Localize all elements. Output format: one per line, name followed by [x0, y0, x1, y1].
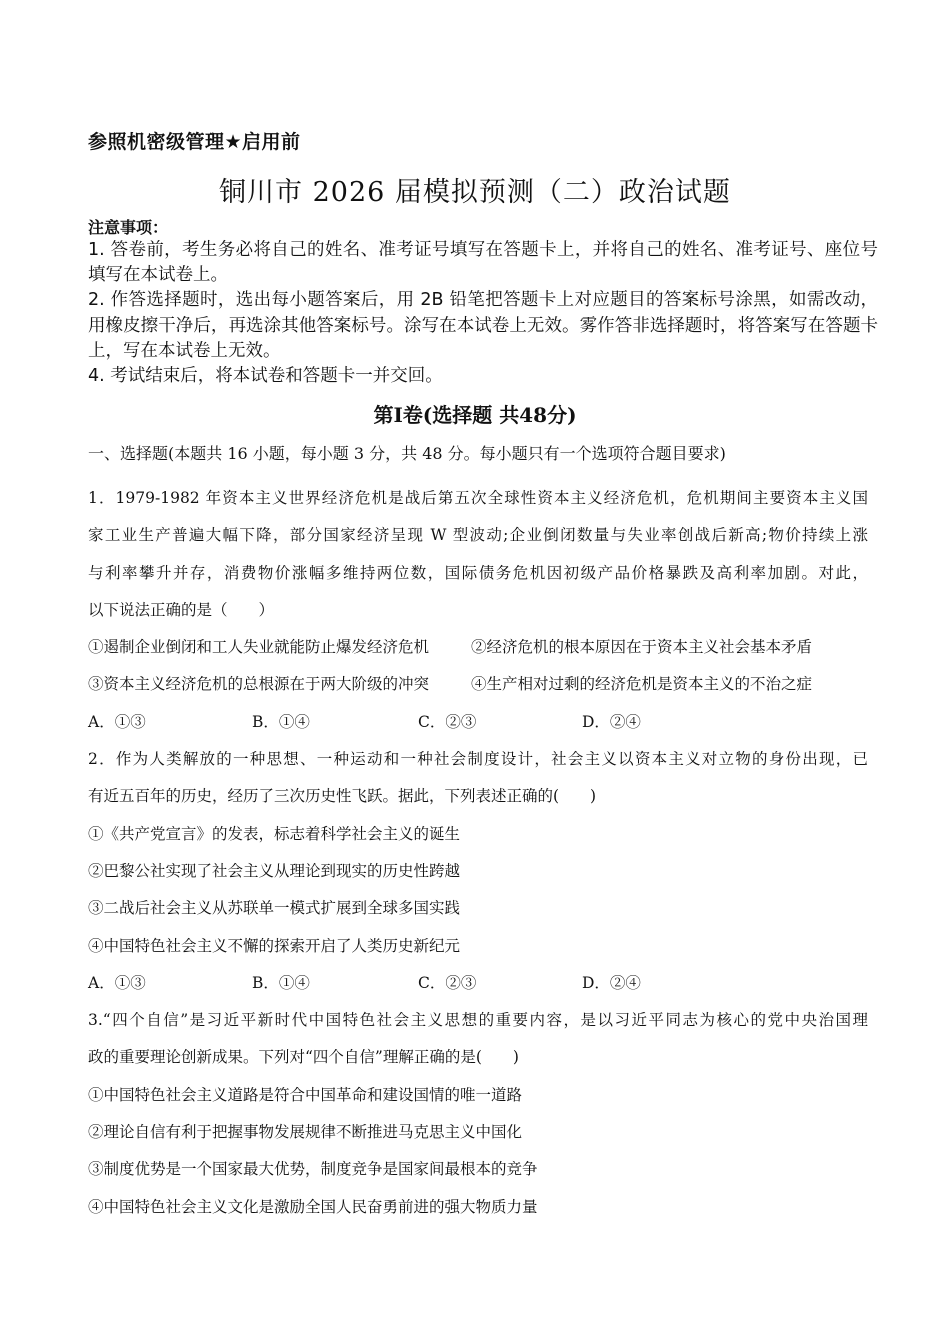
notice-item-4: 4. 考试结束后，将本试卷和答题卡一并交回。 [88, 366, 443, 387]
answer-options [88, 965, 868, 1002]
statement-1: ①中国特色社会主义道路是符合中国革命和建设国情的唯一道路 [88, 1085, 523, 1104]
statement-row [88, 666, 868, 703]
question-stem-line: 政的重要理论创新成果。下列对“四个自信”理解正确的是( ) [88, 1048, 519, 1067]
option-d[interactable]: D．②④ [582, 973, 641, 992]
question-stem-line: 2．作为人类解放的一种思想、一种运动和一种社会制度设计，社会主义以资本主义对立物的身份出现，已 [88, 750, 868, 769]
option-c[interactable]: C．②③ [418, 712, 477, 731]
option-b[interactable]: B．①④ [252, 712, 310, 731]
notice-heading: 注意事项： [88, 218, 169, 237]
statement-1: ①《共产党宣言》的发表，标志着科学社会主义的诞生 [88, 824, 461, 843]
statement-2: ②理论自信有利于把握事物发展规律不断推进马克思主义中国化 [88, 1123, 523, 1142]
question-stem-line: 以下说法正确的是（ ） [88, 600, 275, 619]
option-a[interactable]: A．①③ [88, 973, 146, 992]
statement-4: ④中国特色社会主义不懈的探索开启了人类历史新纪元 [88, 936, 461, 955]
section-title: 第Ⅰ卷(选择题 共48分) [373, 403, 577, 427]
statement-1: ①遏制企业倒闭和工人失业就能防止爆发经济危机 [88, 638, 430, 657]
notice-item-2: 2. 作答选择题时，选出每小题答案后，用 2B 铅笔把答题卡上对应题目的答案标号涂黑，如需改动，用橡皮擦干净后，再选涂其他答案标号。涂写在本试卷上无效。雾作答非选择题时，将答案写在答题卡上，写在本试卷上无效。 [88, 290, 878, 361]
question-3 [88, 1002, 868, 1226]
statement-3: ③制度优势是一个国家最大优势，制度竞争是国家间最根本的竞争 [88, 1160, 538, 1179]
option-b[interactable]: B．①④ [252, 973, 310, 992]
statement-3: ③二战后社会主义从苏联单一模式扩展到全球多国实践 [88, 899, 461, 918]
question-stem-line: 1．1979-1982 年资本主义世界经济危机是战后第五次全球性资本主义经济危机，危机期间主要资本主义国 [88, 489, 868, 507]
option-d[interactable]: D．②④ [582, 712, 641, 731]
exam-title: 铜川市 2026 届模拟预测（二）政治试题 [219, 177, 731, 208]
question-stem-line: 3.“四个自信”是习近平新时代中国特色社会主义思想的重要内容，是以习近平同志为核心的党中央治国理 [88, 1011, 868, 1030]
statement-4: ④中国特色社会主义文化是激励全国人民奋勇前进的强大物质力量 [88, 1197, 538, 1216]
notice-item-1: 1. 答卷前，考生务必将自己的姓名、准考证号填写在答题卡上，并将自己的姓名、准考证号、座位号填写在本试卷上。 [88, 240, 878, 286]
part-instructions: 一、选择题(本题共 16 小题，每小题 3 分，共 48 分。每小题只有一个选项符合题目要求) [88, 444, 726, 463]
question-list [88, 480, 868, 1226]
question-1 [88, 480, 868, 741]
question-2 [88, 741, 868, 1002]
option-c[interactable]: C．②③ [418, 973, 477, 992]
statement-row [88, 629, 868, 666]
statement-2: ②巴黎公社实现了社会主义从理论到现实的历史性跨越 [88, 861, 461, 880]
option-a[interactable]: A．①③ [88, 712, 146, 731]
question-stem-line: 家工业生产普遍大幅下降，部分国家经济呈现 W 型波动;企业倒闭数量与失业率创战后新高;物价持续上涨 [88, 526, 868, 545]
answer-options [88, 704, 868, 741]
statement-4: ④生产相对过剩的经济危机是资本主义的不治之症 [471, 675, 813, 694]
notice-block [88, 218, 878, 389]
question-stem-line: 与利率攀升并存，消费物价涨幅多维持两位数，国际债务危机因初级产品价格暴跌及高利率加剧。对此， [88, 563, 868, 582]
question-stem-line: 有近五百年的历史，经历了三次历史性飞跃。据此，下列表述正确的( ) [88, 787, 597, 806]
statement-3: ③资本主义经济危机的总根源在于两大阶级的冲突 [88, 675, 430, 694]
confidentiality-label: 参照机密级管理★启用前 [88, 131, 301, 153]
statement-2: ②经济危机的根本原因在于资本主义社会基本矛盾 [471, 638, 813, 657]
